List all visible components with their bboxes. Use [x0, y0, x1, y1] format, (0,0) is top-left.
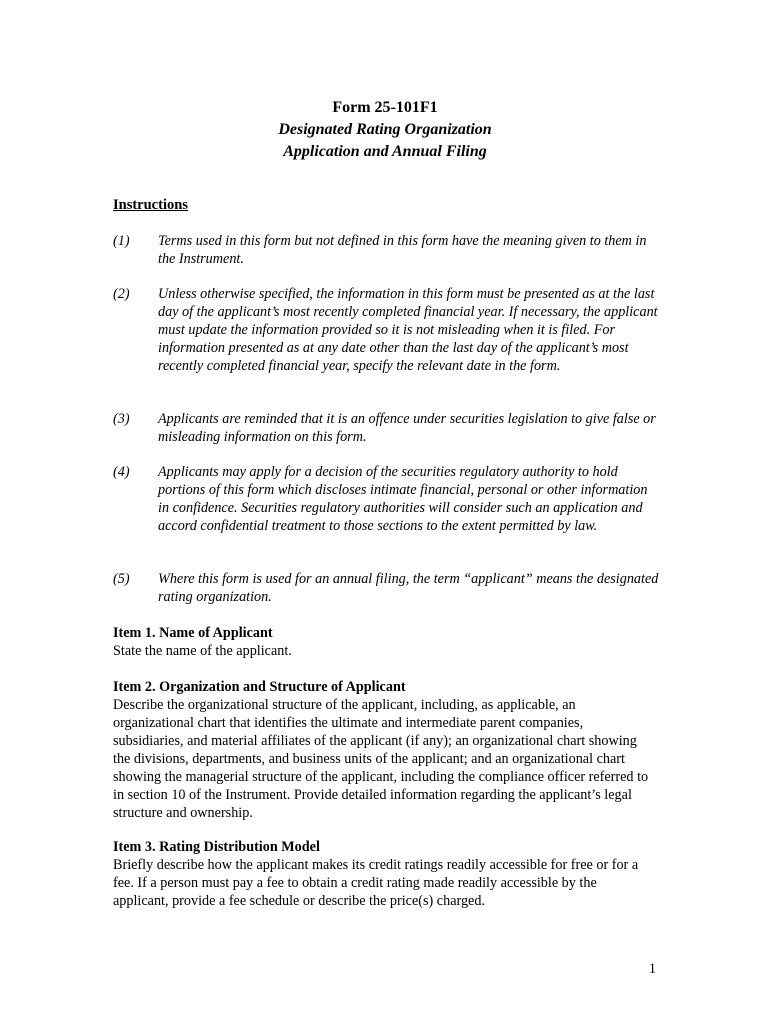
instructions-heading: Instructions	[113, 197, 188, 213]
instruction-item-3	[113, 410, 661, 446]
instruction-text: Unless otherwise specified, the information in this form must be presented as at the last day of the applicant’s most recently completed financial year. If necessary, the applicant must update the information provided so it is not misleading when it is filed. For information presented as at any date other than the last day of the applicant’s most recently completed financial year, specify the relevant date in the form.	[158, 286, 658, 374]
item-body: Briefly describe how the applicant makes its credit ratings readily accessible for free or for a fee. If a person must pay a fee to obtain a credit rating made readily accessible by the applicant, provide a fee schedule or describe the price(s) charged.	[113, 857, 639, 909]
instruction-number: (4)	[113, 464, 130, 480]
item-heading: Item 2. Organization and Structure of Applicant	[113, 679, 406, 695]
item-2-section	[113, 678, 653, 822]
page-number: 1	[648, 961, 656, 977]
instruction-text: Applicants are reminded that it is an offence under securities legislation to give false or misleading information on this form.	[158, 411, 656, 445]
instruction-number: (5)	[113, 571, 130, 587]
item-body: State the name of the applicant.	[113, 643, 292, 659]
instruction-text: Applicants may apply for a decision of the securities regulatory authority to hold portions of this form which discloses intimate financial, personal or other information in confidence. Securities regulatory authorities will consider such an application and accord confidential treatment to those sections to the extent permitted by law.	[158, 464, 648, 534]
instruction-number: (2)	[113, 286, 130, 302]
instruction-item-4	[113, 463, 661, 535]
instruction-item-1	[113, 232, 661, 268]
instruction-item-2	[113, 285, 661, 375]
instruction-text: Terms used in this form but not defined in this form have the meaning given to them in the Instrument.	[158, 233, 647, 267]
item-3-section	[113, 838, 653, 910]
item-1-section	[113, 624, 653, 660]
form-subtitle-2: Application and Annual Filing	[283, 143, 487, 160]
form-title-block	[0, 97, 770, 163]
form-title: Form 25-101F1	[332, 99, 438, 116]
instruction-text: Where this form is used for an annual filing, the term “applicant” means the designated rating organization.	[158, 571, 659, 605]
instruction-number: (1)	[113, 233, 130, 249]
instruction-number: (3)	[113, 411, 130, 427]
instruction-item-5	[113, 570, 661, 606]
item-heading: Item 1. Name of Applicant	[113, 625, 273, 641]
form-subtitle-1: Designated Rating Organization	[278, 121, 492, 138]
item-body: Describe the organizational structure of the applicant, including, as applicable, an organizational chart that identifies the ultimate and intermediate parent companies, subsidiaries, and material affiliates of the applicant (if any); an organizational chart showing the divisions, departments, and business units of the applicant; and an organizational chart showing the managerial structure of the applicant, including the compliance officer referred to in section 10 of the Instrument. Provide detailed information regarding the applicant’s legal structure and ownership.	[113, 697, 649, 821]
item-heading: Item 3. Rating Distribution Model	[113, 839, 320, 855]
